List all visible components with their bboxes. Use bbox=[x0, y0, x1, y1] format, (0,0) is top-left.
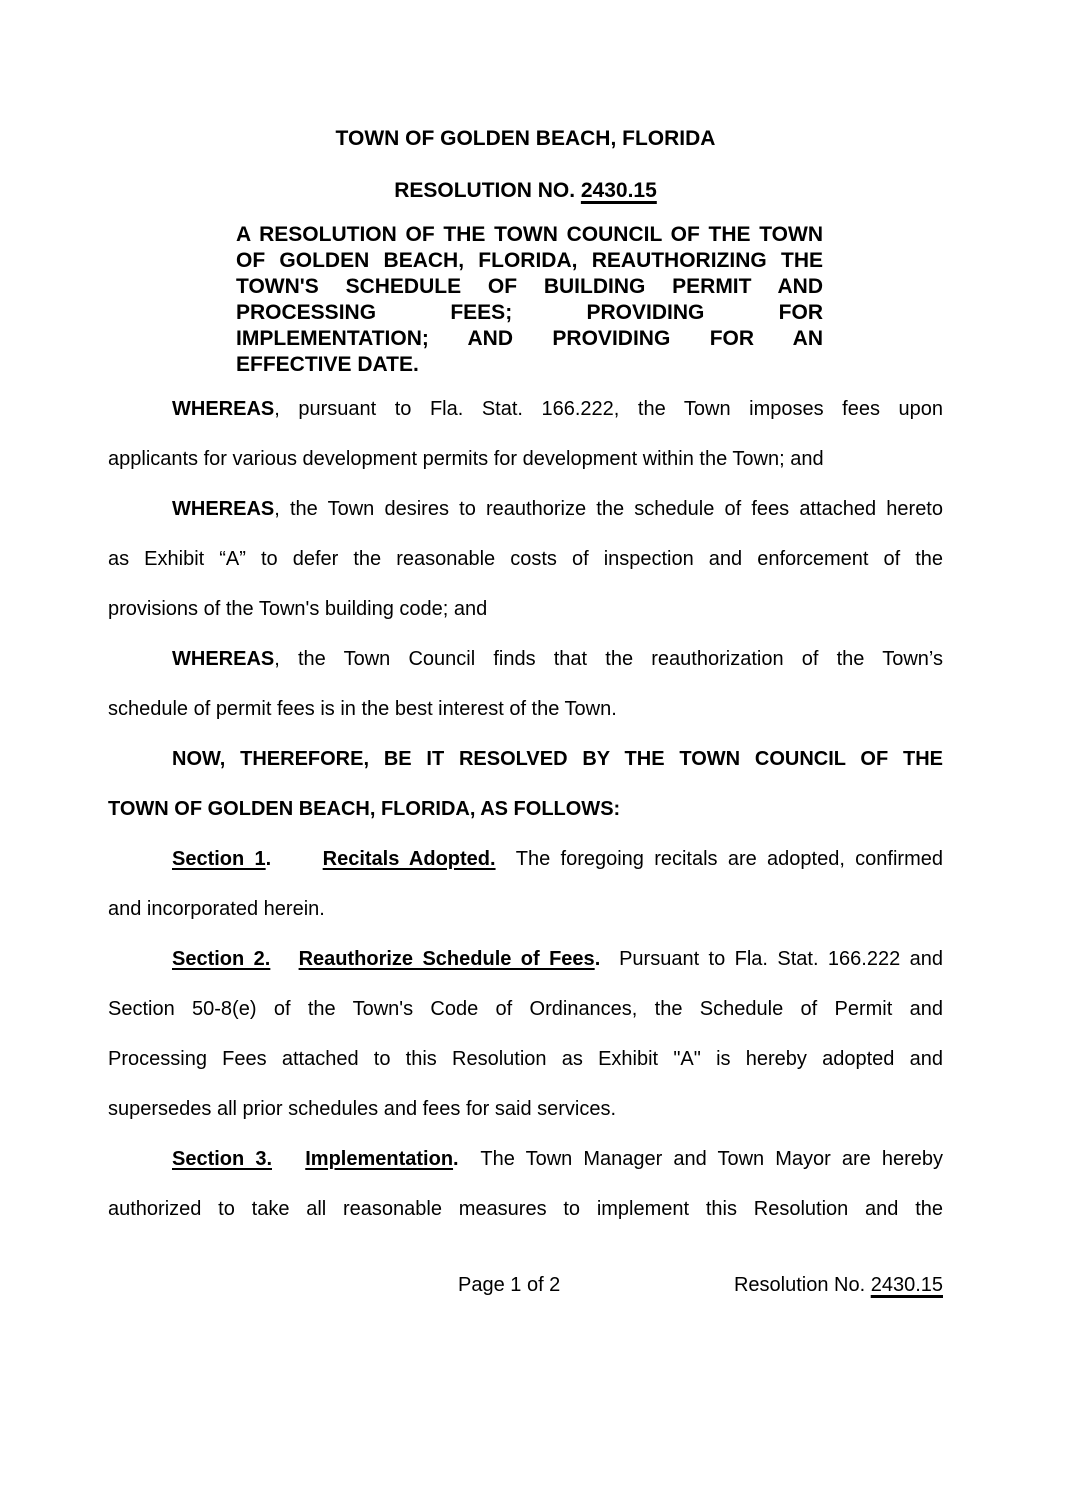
text-line bbox=[108, 384, 943, 434]
bold-run: WHEREAS bbox=[172, 648, 275, 670]
text-line bbox=[108, 484, 943, 534]
resolved-clause bbox=[108, 734, 943, 834]
resolution-heading-prefix: RESOLUTION NO. bbox=[394, 179, 581, 202]
caption-line: TOWN'S SCHEDULE OF BUILDING PERMIT AND bbox=[236, 275, 823, 298]
resolution-heading bbox=[108, 179, 943, 203]
text-line bbox=[108, 534, 943, 584]
text-line bbox=[108, 984, 943, 1034]
bold-run: NOW, THEREFORE, BE IT RESOLVED BY THE TOWN COUNCIL OF THE bbox=[172, 748, 943, 770]
text-line bbox=[108, 1134, 943, 1184]
footer-resolution-number: 2430.15 bbox=[870, 1274, 943, 1296]
text-line bbox=[108, 884, 943, 934]
underlined-run: Recitals Adopted. bbox=[322, 848, 496, 870]
bold-run: . bbox=[594, 948, 601, 970]
text-line bbox=[108, 1034, 943, 1084]
caption-line: OF GOLDEN BEACH, FLORIDA, REAUTHORIZING THE bbox=[236, 249, 823, 272]
text-run: The foregoing recitals are adopted, confirmed bbox=[495, 848, 943, 870]
caption-line: PROCESSING FEES; PROVIDING FOR bbox=[236, 301, 823, 324]
document-content bbox=[108, 0, 943, 1297]
text-run: , the Town Council finds that the reauthorization of the Town’s bbox=[274, 648, 943, 670]
text-run: supersedes all prior schedules and fees for said services. bbox=[108, 1098, 617, 1120]
whereas-clause-1 bbox=[108, 384, 943, 484]
text-run: as Exhibit “A” to defer the reasonable costs of inspection and enforcement of the bbox=[108, 548, 943, 570]
underlined-run: Implementation bbox=[305, 1148, 454, 1170]
whereas-clause-2 bbox=[108, 484, 943, 634]
bold-run: WHEREAS bbox=[172, 398, 275, 420]
text-line bbox=[108, 734, 943, 784]
caption-line: EFFECTIVE DATE. bbox=[236, 353, 419, 376]
text-line bbox=[108, 1184, 943, 1234]
text-run: applicants for various development permits for development within the Town; and bbox=[108, 448, 824, 470]
text-line bbox=[108, 784, 943, 834]
text-run: schedule of permit fees is in the best interest of the Town. bbox=[108, 698, 617, 720]
text-run: , the Town desires to reauthorize the schedule of fees attached hereto bbox=[274, 498, 943, 520]
underlined-run: Section 2. bbox=[172, 948, 271, 970]
footer-resolution bbox=[734, 1273, 943, 1297]
bold-run: TOWN OF GOLDEN BEACH, FLORIDA, AS FOLLOWS: bbox=[108, 798, 621, 820]
text-run: and incorporated herein. bbox=[108, 898, 325, 920]
text-line bbox=[108, 934, 943, 984]
bold-run: WHEREAS bbox=[172, 498, 275, 520]
bold-run: . bbox=[265, 848, 272, 870]
underlined-run: Section 3. bbox=[172, 1148, 272, 1170]
bold-run: . bbox=[453, 1148, 459, 1170]
text-run bbox=[271, 848, 322, 870]
underlined-run: Section 1 bbox=[172, 848, 266, 870]
caption-block bbox=[236, 222, 823, 378]
text-line bbox=[108, 634, 943, 684]
underlined-run: Reauthorize Schedule of Fees bbox=[298, 948, 595, 970]
caption-line: IMPLEMENTATION; AND PROVIDING FOR AN bbox=[236, 327, 823, 350]
text-run: Pursuant to Fla. Stat. 166.222 and bbox=[600, 948, 944, 970]
page-footer bbox=[108, 1273, 943, 1297]
text-line bbox=[108, 434, 943, 484]
section-3 bbox=[108, 1134, 943, 1234]
text-run bbox=[272, 1148, 305, 1170]
text-run: Processing Fees attached to this Resolution as Exhibit "A" is hereby adopted and bbox=[108, 1048, 943, 1070]
whereas-clause-3 bbox=[108, 634, 943, 734]
section-2 bbox=[108, 934, 943, 1134]
text-run: authorized to take all reasonable measures to implement this Resolution and the bbox=[108, 1198, 943, 1220]
text-line bbox=[108, 1084, 943, 1134]
text-run: The Town Manager and Town Mayor are hereby bbox=[458, 1148, 944, 1170]
document-body bbox=[108, 384, 943, 1234]
text-run bbox=[270, 948, 298, 970]
text-run: Section 50-8(e) of the Town's Code of Ordinances, the Schedule of Permit and bbox=[108, 998, 943, 1020]
caption-line: A RESOLUTION OF THE TOWN COUNCIL OF THE TOWN bbox=[236, 223, 823, 246]
text-run: provisions of the Town's building code; and bbox=[108, 598, 488, 620]
text-line bbox=[108, 834, 943, 884]
text-run: , pursuant to Fla. Stat. 166.222, the Town imposes fees upon bbox=[274, 398, 943, 420]
footer-resolution-prefix: Resolution No. bbox=[733, 1274, 871, 1296]
text-line bbox=[108, 684, 943, 734]
page-number: Page 1 of 2 bbox=[458, 1274, 561, 1296]
document-title: TOWN OF GOLDEN BEACH, FLORIDA bbox=[335, 127, 716, 150]
text-line bbox=[108, 584, 943, 634]
resolution-heading-number: 2430.15 bbox=[580, 179, 657, 202]
section-1 bbox=[108, 834, 943, 934]
